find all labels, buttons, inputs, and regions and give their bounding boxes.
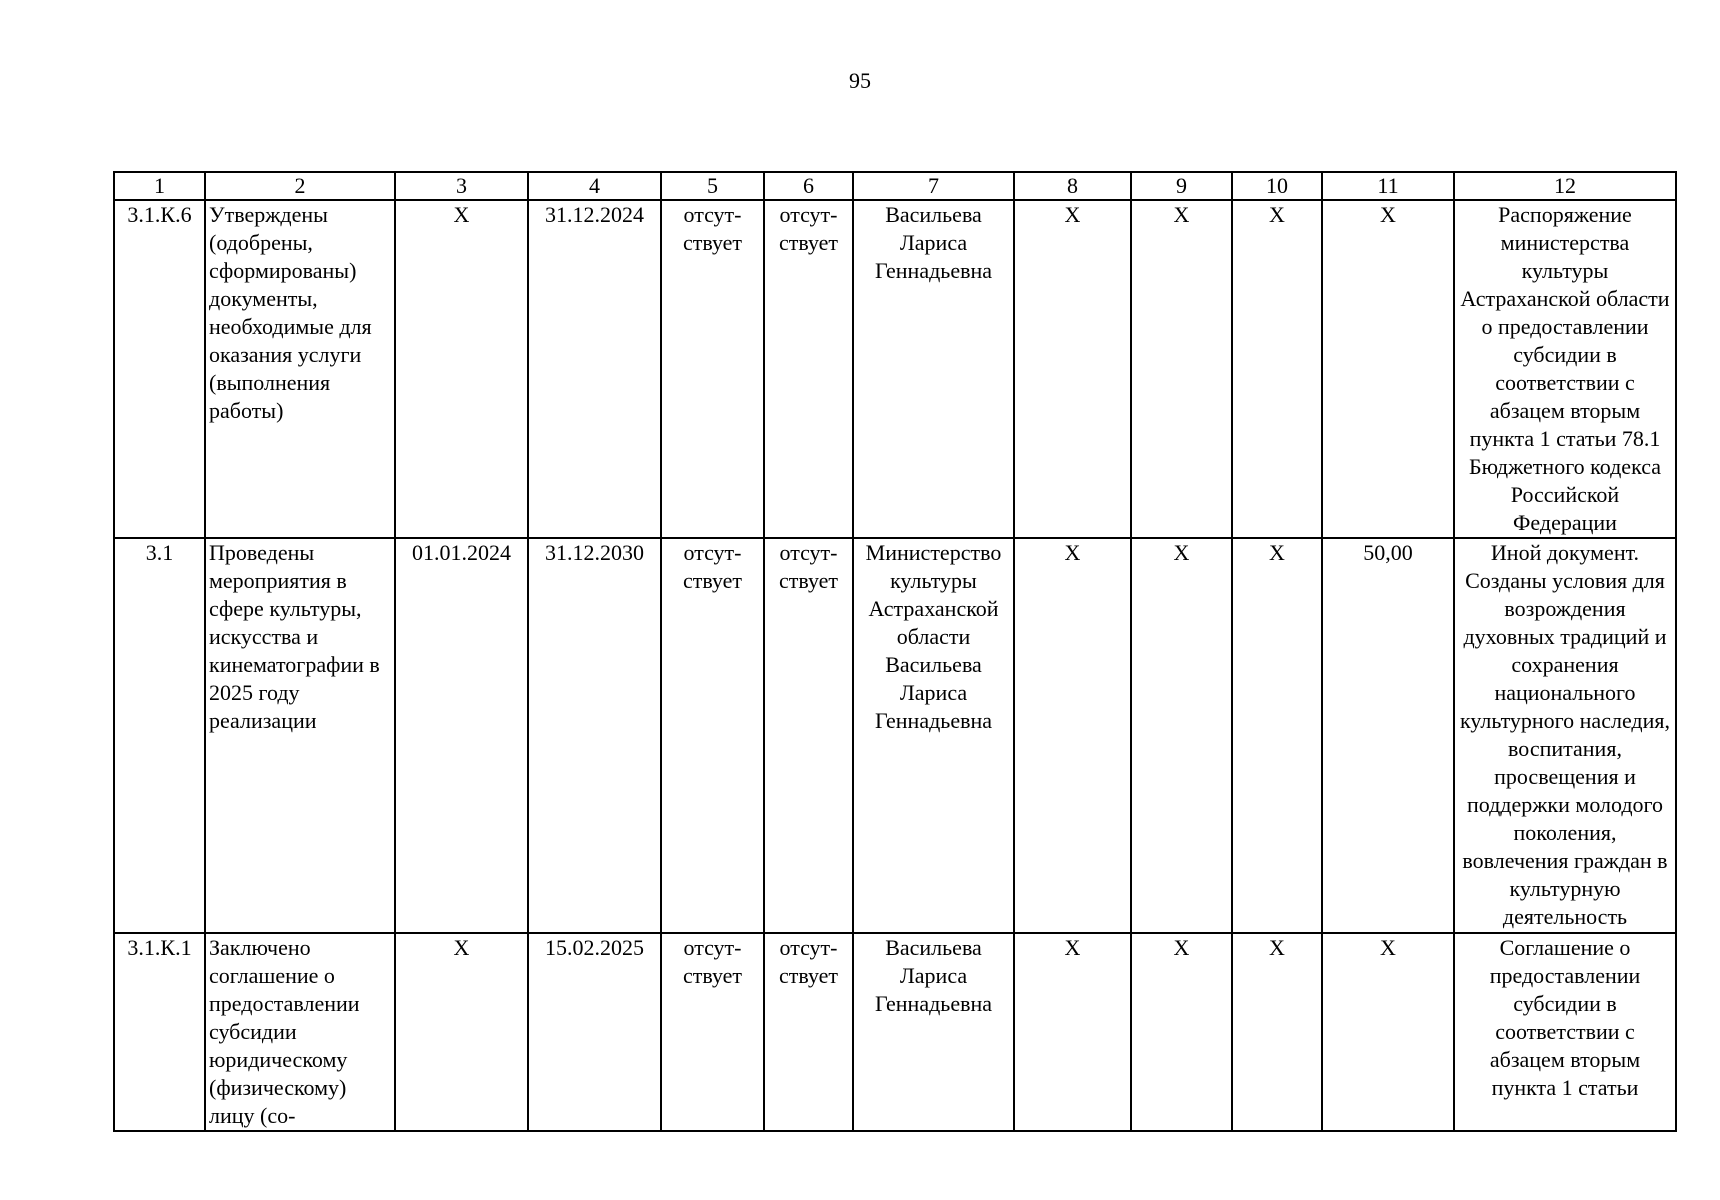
row-document: Соглашение о предоставлении субсидии в соответствии с абзацем вторым пункта 1 статьи	[1454, 933, 1676, 1131]
row-col5: отсут-ствует	[661, 200, 764, 538]
row-document: Распоряжение министерства культуры Астраханской области о предоставлении субсидии в соответствии с абзацем вторым пункта 1 статьи 78.1 Бюджетного кодекса Российской Федерации	[1454, 200, 1676, 538]
table-row	[114, 200, 1676, 538]
header-cell: 6	[764, 172, 853, 200]
header-cell: 11	[1322, 172, 1454, 200]
row-col11: 50,00	[1322, 538, 1454, 933]
row-col6: отсут-ствует	[764, 200, 853, 538]
row-start: Х	[395, 200, 528, 538]
header-cell: 12	[1454, 172, 1676, 200]
row-col6: отсут-ствует	[764, 933, 853, 1131]
row-start: Х	[395, 933, 528, 1131]
row-col11: Х	[1322, 933, 1454, 1131]
row-name: Утверждены (одобрены, сформированы) документы, необходимые для оказания услуги (выполнения работы)	[205, 200, 395, 538]
row-col11: Х	[1322, 200, 1454, 538]
row-name: Проведены мероприятия в сфере культуры, искусства и кинематографии в 2025 году реализации	[205, 538, 395, 933]
row-col9: Х	[1131, 200, 1232, 538]
row-col5: отсут-ствует	[661, 538, 764, 933]
row-col10: Х	[1232, 200, 1322, 538]
table-row	[114, 933, 1676, 1131]
row-name: Заключено соглашение о предоставлении субсидии юридическому (физическому) лицу (со-	[205, 933, 395, 1131]
row-end: 15.02.2025	[528, 933, 661, 1131]
header-cell: 10	[1232, 172, 1322, 200]
header-cell: 9	[1131, 172, 1232, 200]
table-row	[114, 538, 1676, 933]
row-col5: отсут-ствует	[661, 933, 764, 1131]
header-cell: 2	[205, 172, 395, 200]
row-end: 31.12.2030	[528, 538, 661, 933]
row-id: 3.1.К.6	[114, 200, 205, 538]
header-cell: 4	[528, 172, 661, 200]
row-col8: Х	[1014, 200, 1131, 538]
row-document: Иной документ. Созданы условия для возрождения духовных традиций и сохранения национального культурного наследия, воспитания, просвещения и поддержки молодого поколения, вовлечения граждан в культурную деятельность	[1454, 538, 1676, 933]
row-col8: Х	[1014, 538, 1131, 933]
row-responsible: Васильева Лариса Геннадьевна	[853, 933, 1014, 1131]
row-start: 01.01.2024	[395, 538, 528, 933]
row-end: 31.12.2024	[528, 200, 661, 538]
row-id: 3.1	[114, 538, 205, 933]
page-number: 95	[849, 68, 871, 93]
row-col9: Х	[1131, 933, 1232, 1131]
header-cell: 3	[395, 172, 528, 200]
row-col10: Х	[1232, 538, 1322, 933]
row-id: 3.1.К.1	[114, 933, 205, 1131]
row-responsible: Васильева Лариса Геннадьевна	[853, 200, 1014, 538]
header-cell: 8	[1014, 172, 1131, 200]
row-col8: Х	[1014, 933, 1131, 1131]
header-row	[114, 172, 1676, 200]
row-responsible: Министерство культуры Астраханской области Васильева Лариса Геннадьевна	[853, 538, 1014, 933]
header-cell: 1	[114, 172, 205, 200]
plan-table	[113, 171, 1677, 1132]
header-cell: 7	[853, 172, 1014, 200]
header-cell: 5	[661, 172, 764, 200]
row-col9: Х	[1131, 538, 1232, 933]
row-col6: отсут-ствует	[764, 538, 853, 933]
row-col10: Х	[1232, 933, 1322, 1131]
